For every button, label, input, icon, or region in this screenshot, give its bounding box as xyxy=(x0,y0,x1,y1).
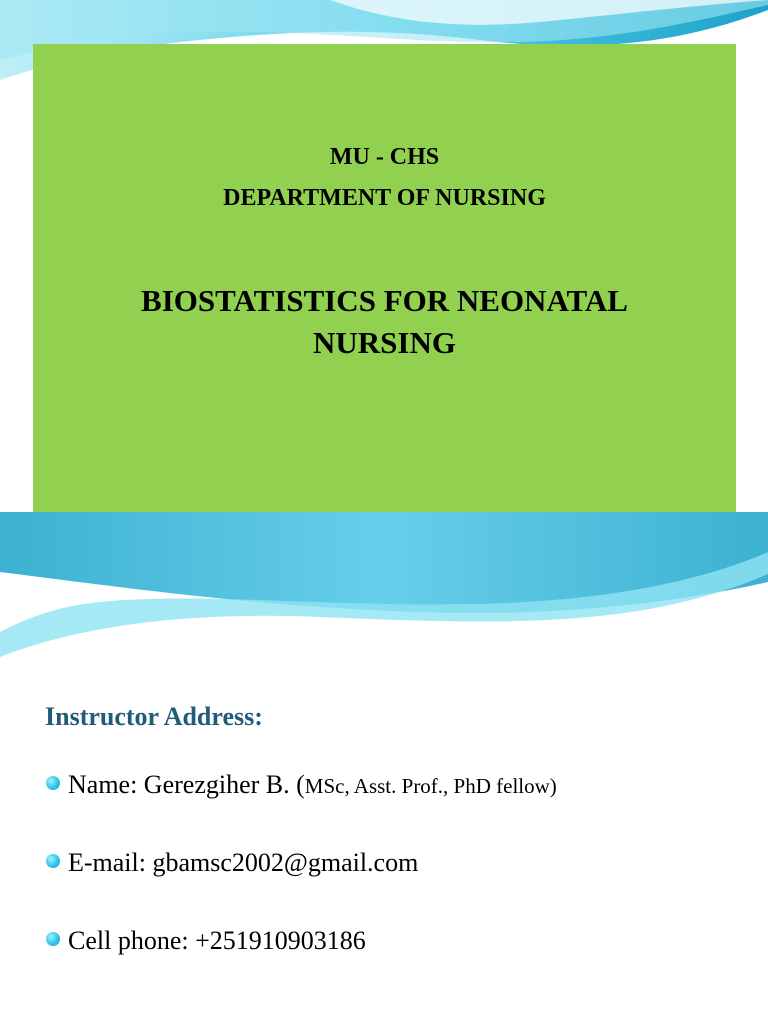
list-item-email xyxy=(46,848,418,878)
department-name: DEPARTMENT OF NURSING xyxy=(223,185,546,211)
phone-text: Cell phone: +251910903186 xyxy=(68,926,366,955)
wave-decoration-middle xyxy=(0,512,768,672)
name-credentials: MSc, Asst. Prof., PhD fellow) xyxy=(304,774,557,798)
course-title-line-2: NURSING xyxy=(313,325,456,360)
list-item-phone xyxy=(46,926,366,956)
org-name: MU - CHS xyxy=(329,144,440,170)
bullet-icon xyxy=(46,932,60,946)
title-box xyxy=(33,44,736,512)
name-text: Name: Gerezgiher B. ( xyxy=(68,770,305,799)
section-title: Instructor Address: xyxy=(45,702,263,731)
course-title-line-1: BIOSTATISTICS FOR NEONATAL xyxy=(141,283,628,318)
course-title xyxy=(33,280,736,364)
bullet-icon xyxy=(46,854,60,868)
list-item-name xyxy=(46,770,557,800)
bullet-icon xyxy=(46,776,60,790)
email-text: E-mail: gbamsc2002@gmail.com xyxy=(68,848,419,877)
